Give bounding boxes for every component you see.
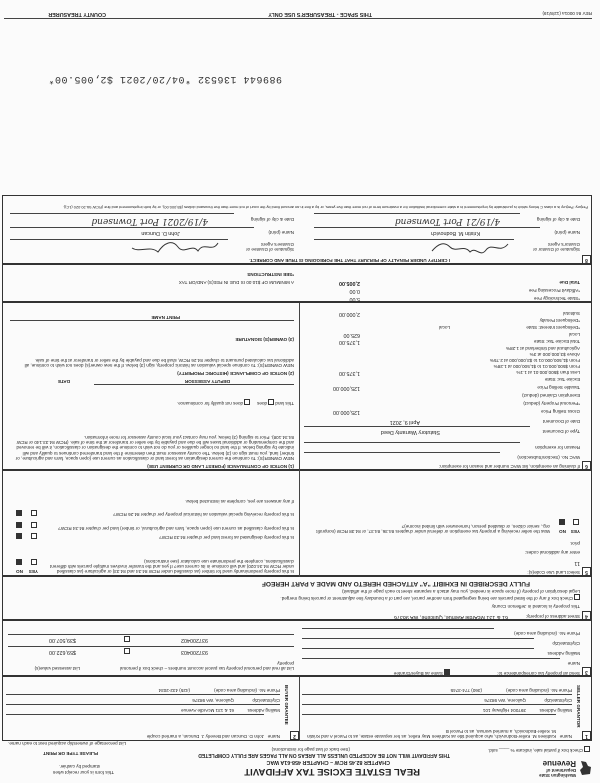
wac-line [304,452,500,453]
grantor-date-line [314,213,520,214]
tier4-label: Above $3,000,000 at 3% [529,352,580,357]
section-5-number: 5 [582,567,591,576]
grantee-name-label: Name (print) [268,230,294,235]
no-header: NO [16,569,23,574]
agri-label: Agricultural and timberland at 1.28% [505,346,580,351]
grantee-date-value[interactable]: 4/19/2021 Port Townsend [91,216,208,226]
land-does-not-checkbox[interactable] [244,399,250,405]
seller-city-label: City/State/Zip [544,698,572,703]
parcel-row-line [8,634,294,635]
segregated-parcel-note: Check box if any of the listed parcels are being segregated from another parcel, are part of a boundary line adjustment or parcels being merged. [280,596,573,601]
exemption-claim-label: If claiming an exemption, list WAC number and reason for exemption: [438,464,580,469]
yes-header: YES [28,569,38,574]
land-use-label: Select Land Use Code(s): [527,570,580,575]
owner-signature-label: (3) OWNER(S) SIGNATURE [235,337,294,342]
doc-date-value[interactable]: April 9, 2021 [389,419,420,425]
q4-no-checkbox[interactable] [16,522,22,528]
buyer-city-value[interactable]: Quilcene, WA 98376 [192,698,234,703]
no-header: NO [559,529,566,534]
tax-mailing-label: Mailing Address [547,651,580,656]
this-land-label: This land [275,401,294,406]
reason-label: Reason for exemption [535,445,580,450]
grantor-name-value[interactable]: Kristin M. Bodnovich [430,230,480,236]
grantor-signature-line [314,239,514,240]
q2-yes-checkbox[interactable] [31,559,37,565]
tech-fee-value[interactable]: 5.00 [349,296,360,302]
subtotal-value[interactable]: 2,000.00 [339,311,360,317]
form-notice: THIS AFFIDAVIT WILL NOT BE ACCEPTED UNLESS ALL AREAS ON ALL PAGES ARE FULLY COMPLETED [198,752,450,758]
buyer-section-label: BUYER GRANTEE [284,685,289,725]
doc-type-label: Type of Document [542,429,580,434]
grantor-signature-label: Signature of Grantor or Grantor's Agent [533,242,580,252]
buyer-name-value[interactable]: John D. Duncan and Beverly J. Duncan, a married couple [146,734,264,739]
exemption-question: Was the seller receiving a property tax exemption or deferral under chapters 84.36, 84.37, or 84.38 RCW (nonprofit org., senior citizen, or disabled person, homeowner with limited income)? [316,524,550,534]
grantor-date-label: Date & city of signing [536,217,580,222]
grantee-name-value[interactable]: John D. Duncan [141,230,180,236]
treasurer-receipt-stamp: 989644 136532 *04/20/2021 $2,005.00* [47,73,282,84]
gross-label: Gross Selling Price [540,409,580,414]
total-due-value[interactable]: 2,005.00 [339,280,360,286]
grantee-date-label: Date & city of signing [250,217,294,222]
exemption-question: Is this property receiving special valuation as historical property per chapter 84.26 RCW? [113,512,294,517]
doc-type-line [304,426,530,427]
additional-codes-label: enter any additional codes: [525,550,580,555]
same-as-buyer-checkbox[interactable] [444,669,450,675]
receipt-note-2: stamped by cashier. [59,764,100,769]
seller-name-line [302,714,556,715]
minimum-note: A MINIMUM OF $10.00 IS DUE IN FEE(S) AND/OR TAX [178,280,294,285]
land-use-code[interactable]: 11 [574,560,580,566]
grantee-signature-line [10,239,228,240]
total-state-label: Total Excise Tax: State [533,339,580,344]
doc-date-label: Date of Document [542,419,580,424]
tier1-label: Less than $500,000.01 at 1.1% [516,370,580,375]
q3-no-checkbox[interactable] [16,533,22,539]
notice-historic-heading: (2) NOTICE OF COMPLIANCE (HISTORIC PROPERTY) [177,371,294,376]
seller-phone-label: Phone No. (including area code) [506,688,572,693]
personal-property-label: *Personal Property (deduct) [523,401,580,406]
q3-yes-checkbox[interactable] [31,533,37,539]
section-8-number: 8 [582,255,591,264]
reason-line [304,442,520,443]
perjury-certification: I CERTIFY UNDER PENALTY OF PERJURY THAT THE FOREGOING IS TRUE AND CORRECT. [249,258,450,263]
exemption-claimed-label: Exemption Claimed (deduct) [522,393,580,398]
section-1-number: 1 [582,731,591,740]
grantee-signature-label: Signature of Grantee or Grantee's Agent [245,242,294,252]
footer-rule [4,18,592,19]
taxable-label: Taxable Selling Price [537,385,580,390]
q5-yes-checkbox[interactable] [31,510,37,516]
buyer-city-label: City/State/Zip [252,698,280,703]
grantor-signature-icon [430,240,510,256]
subtotal-label: Subtotal [563,311,580,316]
tier3-label: From $1,500,000.01 to $3,000,000 at 2.75% [489,358,580,363]
total-due-label: Total Due [559,280,580,285]
tech-fee-label: *State Technology Fee [533,296,580,301]
section-3-number: 3 [582,667,591,676]
parcel-number[interactable]: 937200403 [181,649,208,655]
grantor-date-value[interactable]: 4/19/21 Port Townsend [394,216,500,226]
deputy-assessor-label: DEPUTY ASSESSOR [184,379,230,384]
affidavit-fee-label: *Affidavit Processing Fee [528,288,580,293]
prior-label: prior. [569,541,580,546]
land-does-not-label: does not qualify for continuance. [176,401,243,406]
legal-description-label: Legal description of property (if more space is needed, you may attach a separate sheet to each page of the affidavit) [342,589,580,594]
buyer-mailing-label: Mailing Address [247,708,280,713]
q1-no-checkbox[interactable] [559,519,565,525]
buyer-phone-value[interactable]: (425) 432-2034 [158,688,190,693]
seller-phone-value[interactable]: (360) 774-3745 [450,688,482,693]
parcel-row-line [8,646,294,647]
buyer-mailing-line [6,704,280,705]
parcel-value[interactable]: $39,507.00 [49,637,76,643]
delinquent-local-label: Local [439,325,450,330]
treasurer-use-only: THIS SPACE - TREASURER'S USE ONLY [268,11,372,17]
street-address-label: Street address of property: [525,614,580,619]
buyer-name-label: Name [267,734,280,739]
owner-signature-line [10,320,294,321]
deputy-signature-line [94,384,294,385]
county-note: This property is located in Jefferson County [491,604,580,609]
seller-mailing-label: Mailing Address [539,708,572,713]
form-title: REAL ESTATE EXCISE TAX AFFIDAVIT [244,766,420,777]
seller-name-label: Name [559,734,572,739]
buyer-city-line [6,694,280,695]
answers-yes-note: If any answers are yes, complete as instructed below. [185,499,294,504]
exemption-divider [299,303,300,471]
form-subtitle: CHAPTER 82.45 RCW – CHAPTER 458-61A WAC [266,759,390,765]
exemption-question: Is this property predominantly used for timber (as classified under RCW 84.34 and 84.33) or agriculture (as classified under RCW 84.34.020) and will continue in its current use? If yes and the transfer involves multiple parcels with different classifications, complete the predominate use calculator (see instructions) [49,559,294,574]
type-or-print-note: PLEASE TYPE OR PRINT [43,751,98,756]
street-address-value[interactable]: 61 & 131 McArdle Avenue, Quilcene, WA 98376 [393,614,508,620]
q2-no-checkbox[interactable] [16,559,22,565]
tax-city-line [302,638,534,639]
parcel-value[interactable]: $59,622.00 [49,649,76,655]
legal-description-value[interactable]: FULLY DESCRIBED IN EXHIBIT "A" ATTACHED HERETO AND MADE A PART HEREOF [261,580,530,587]
notice-continuance-text: NEW OWNER(S): To continue the current designation as forest land or classification as current use (open space, farm and agriculture, or timber) land, you must sign on (3) below. The county assessor must then determine if the land transferred continues to qualify and will indicate by signing below. If the land no longer qualifies or you do not wish to continue the designation or classification, it will be removed and the compensating or additional taxes will be due and payable by the seller or transferor at the time of sale. (RCW 84.33.140 or RCW 84.34.108). Prior to signing (3) below, you may contact your local county assessor for more information. [15,434,294,461]
land-does-label: does [257,401,267,406]
see-instructions: *SEE INSTRUCTIONS [247,272,294,277]
tax-correspondence-label: Send all property tax correspondence to: [497,671,580,676]
seller-mailing-line [302,704,572,705]
affidavit-fee-value[interactable]: 0.00 [349,288,360,294]
tax-mailing-line [302,648,534,649]
section-2-number: 2 [290,731,299,740]
parcel-number[interactable]: 937200402 [181,637,208,643]
seller-mailing-value[interactable]: 397004 Highway 101 [482,708,526,713]
exemption-question: Is this property classified as current use (open space, farm and agricultural, or timber) land per chapter 84.34 RCW? [58,526,294,531]
seller-city-value[interactable]: Quilcene, WA 98376 [484,698,526,703]
delinquent-interest-label: *Delinquent Interest: State [526,325,580,330]
grantor-name-line [314,227,540,228]
yes-header: YES [570,529,580,534]
logo-line3: Revenue [542,759,576,768]
seller-name-value[interactable]: Kathleen M. Keller-Bodnovich, who acquired title as Kathleen May Keller, as her separate estate, as to Parcel A and Kristin M. Keller-Bodnovich, a married woman, as to Parcel B [307,729,556,739]
county-treasurer-label: COUNTY TREASURER [48,11,106,17]
delinquent-penalty-label: *Delinquent Penalty [539,318,580,323]
q4-yes-checkbox[interactable] [31,522,37,528]
local-value[interactable]: 625.00 [343,332,360,338]
seller-section-label: SELLER GRANTOR [576,685,581,728]
grantee-signature-icon [130,239,220,257]
total-state-value[interactable]: 1,375.00 [339,339,360,345]
assessed-header: List assessed value(s) [34,666,80,671]
taxable-value[interactable]: 125,000.00 [333,385,360,391]
gross-value[interactable]: 125,000.00 [333,409,360,415]
notice-historic-text: NEW OWNER(S): To continue special valuation as historic property, sign (3) below. If the new owner(s) does not wish to continue, all additional tax calculated pursuant to chapter 84.26 RCW, shall be due and payable by the seller or transferor at the time of sale. [24,357,294,368]
section-4-number: 4 [582,611,591,620]
tier2-label: From $500,000.01 to $1,500,000 at 1.28% [493,364,580,369]
section-6-number: 6 [582,461,591,470]
land-does-checkbox[interactable] [268,399,274,405]
buyer-phone-label: Phone No. (including area code) [214,688,280,693]
buyer-mailing-value[interactable]: 61 & 131 McArdle Avenue [180,708,234,713]
grantee-date-line [10,213,234,214]
parcel-personal-checkbox[interactable] [124,636,130,642]
grantee-name-line [10,227,254,228]
q5-no-checkbox[interactable] [16,510,22,516]
segregated-parcel-checkbox[interactable] [574,594,580,600]
seller-buyer-divider [299,677,300,741]
tax-city-label: City/State/Zip [552,641,580,646]
partial-sale-label: Check box if partial sale, indicate % ____ sold. [488,748,583,753]
doc-type-value[interactable]: Statutory Warranty Deed [380,429,440,435]
wac-label: WAC No. (Section/Subsection) [517,455,580,460]
tax-name-label: Name [567,661,580,666]
buyer-name-line [6,714,264,715]
land-use-divider [299,471,300,577]
excise-state-label: Excise Tax: State [544,377,580,382]
receipt-note: This form is your receipt when [52,770,114,775]
logo-line2: Department of [546,768,576,773]
tier1-value[interactable]: 1,375.00 [339,370,360,376]
totals-box [2,263,592,303]
perjury-note: Perjury: Perjury is a class C felony which is punishable by imprisonment in a state correctional institution for a maximum term of not more than five years, or by a fine in an amount fixed by the court of not more than five thousand dollars ($5,000.00), or by both imprisonment and fine (RCW 9A.20.020 (1C)). [62,205,588,210]
local-label: Local [569,332,580,337]
deputy-date-label: DATE [57,379,70,384]
parcels-header: List all real and personal property tax parcel account numbers – check box if personal property [120,661,294,671]
form-revision-code: REV 84 0001a (12/8/19) [542,11,592,16]
tax-name-line [302,658,560,659]
dor-logo-icon [578,760,592,776]
tax-phone-line [302,628,494,629]
percentage-note: List percentage of ownership acquired next to each name. [8,741,126,746]
tax-phone-label: Phone No. (including area code) [514,631,580,636]
exemption-question: Is this property designated as forest land per chapter 84.33 RCW? [159,535,294,540]
seller-city-line [302,694,572,695]
q1-yes-checkbox[interactable] [573,519,579,525]
print-name-label: PRINT NAME [151,315,180,320]
notice-continuance-heading: (1) NOTICE OF CONTINUANCE (FOREST LAND OR CURRENT USE) [147,464,294,469]
logo-line1: Washington State [539,773,576,778]
form-instructions-note: (See back of last page for instructions) [271,747,350,752]
partial-sale-checkbox[interactable] [584,746,590,752]
grantor-name-label: Name (print) [554,230,580,235]
parcel-personal-checkbox[interactable] [124,648,130,654]
same-as-buyer-label: Same as Buyer/Grantee [393,671,443,676]
